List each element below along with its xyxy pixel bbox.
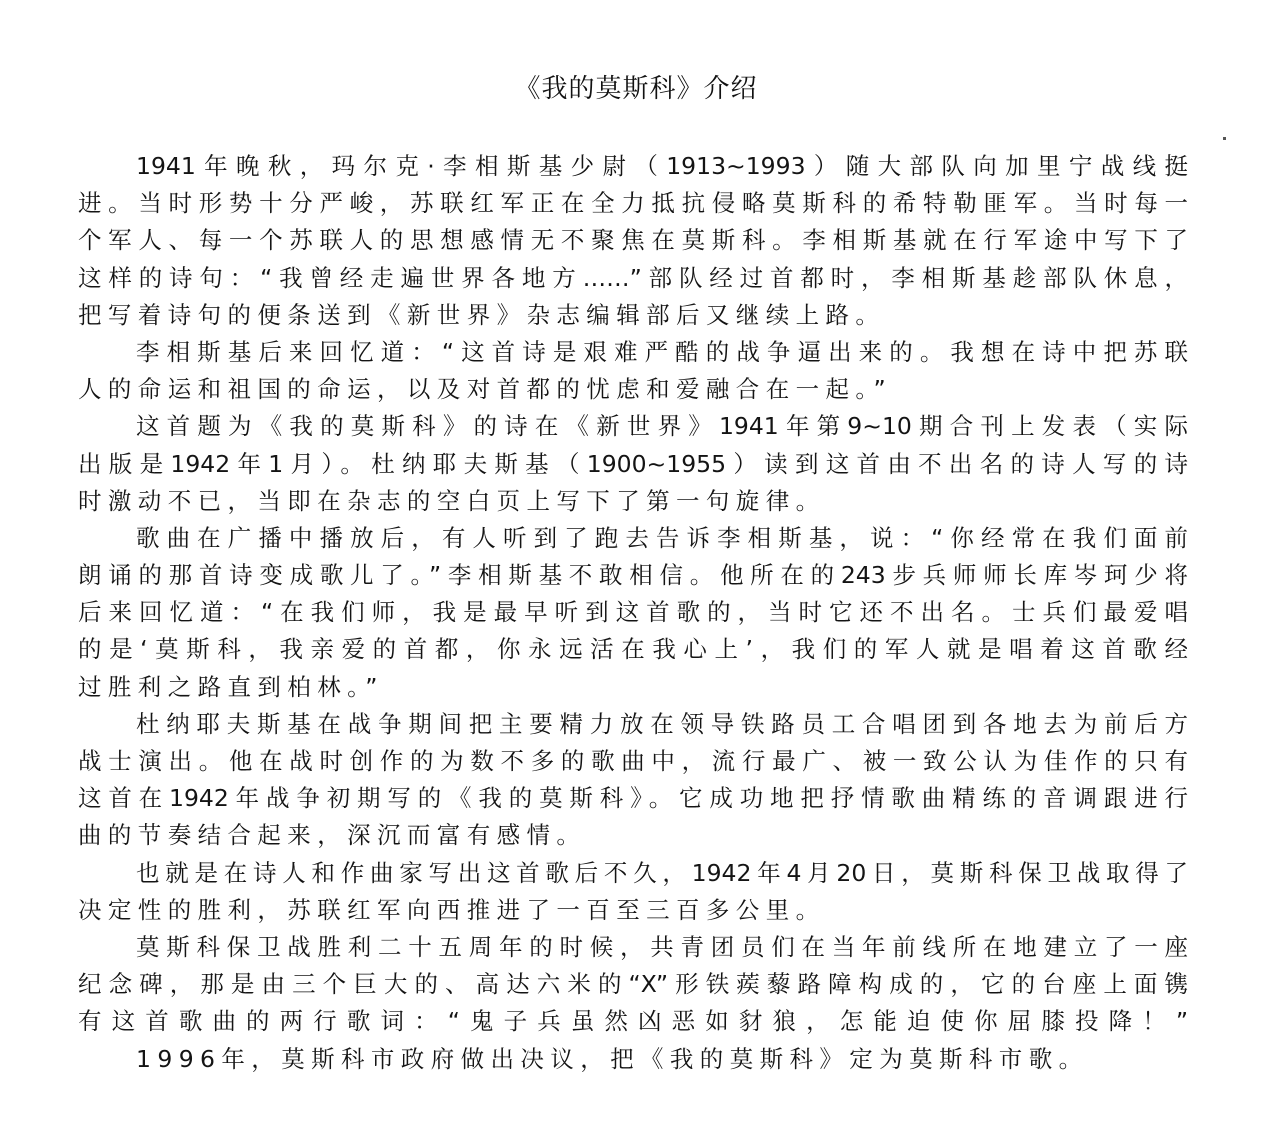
document-title: 《我的莫斯科》介绍: [514, 74, 758, 104]
text-line: 1996年，莫斯科市政府做出决议，把《我的莫斯科》定为莫斯科市歌。: [136, 1044, 1089, 1073]
text-line: 出版是1942年1月）。杜纳耶夫斯基（1900~1955）读到这首由不出名的诗人写的诗: [78, 449, 1188, 478]
text-line: 1941年晚秋，玛尔克·李相斯基少尉（1913~1993）随大部队向加里宁战线挺: [136, 152, 1188, 180]
paragraph-7: [78, 929, 1188, 1041]
text-line: 莫斯科保卫战胜利二十五周年的时候，共青团员们在当年前线所在地建立了一座: [136, 932, 1188, 961]
paragraph-8: [78, 1041, 1188, 1078]
text-line: 进。当时形势十分严峻，苏联红军正在全力抵抗侵略莫斯科的希特勒匪军。当时每一: [78, 189, 1188, 218]
text-line: 后来回忆道：“在我们师，我是最早听到这首歌的，当时它还不出名。士兵们最爱唱: [78, 598, 1188, 627]
text-line: 人的命运和祖国的命运，以及对首都的忧虑和爱融合在一起。”: [78, 375, 893, 404]
text-line: 朗诵的那首诗变成歌儿了。”李相斯基不敢相信。他所在的243步兵师师长库岑珂少将: [78, 561, 1188, 590]
text-line: 李相斯基后来回忆道：“这首诗是艰难严酷的战争逼出来的。我想在诗中把苏联: [136, 337, 1188, 366]
text-line: 有这首歌曲的两行歌词：“鬼子兵虽然凶恶如豺狼，怎能迫使你屈膝投降！”: [78, 1007, 1188, 1036]
paragraph-2: [78, 334, 1188, 408]
paragraph-1: [78, 148, 1188, 334]
text-line: 过胜利之路直到柏林。”: [78, 672, 384, 701]
text-line: 决定性的胜利，苏联红军向西推进了一百至三百多公里。: [78, 895, 826, 924]
text-line: 曲的节奏结合起来，深沉而富有感情。: [78, 821, 587, 850]
text-line: 个军人、每一个苏联人的思想感情无不聚焦在莫斯科。李相斯基就在行军途中写下了: [78, 226, 1188, 255]
text-line: 的是‘莫斯科，我亲爱的首都，你永远活在我心上’，我们的军人就是唱着这首歌经: [78, 635, 1188, 664]
text-line: 这首题为《我的莫斯科》的诗在《新世界》1941年第9~10期合刊上发表（实际: [136, 412, 1188, 441]
paragraph-4: [78, 520, 1188, 706]
text-line: 这样的诗句：“我曾经走遍世界各地方……”部队经过首都时，李相斯基趁部队休息，: [78, 263, 1188, 292]
text-line: 战士演出。他在战时创作的为数不多的歌曲中，流行最广、被一致公认为佳作的只有: [78, 747, 1188, 775]
text-line: 歌曲在广播中播放后，有人听到了跑去告诉李相斯基，说：“你经常在我们面前: [136, 523, 1188, 552]
document-body: [78, 148, 1188, 1078]
text-line: 也就是在诗人和作曲家写出这首歌后不久，1942年4月20日，莫斯科保卫战取得了: [136, 858, 1188, 887]
paragraph-6: [78, 855, 1188, 929]
paragraph-3: [78, 408, 1188, 520]
text-line: 这首在1942年战争初期写的《我的莫斯科》。它成功地把抒情歌曲精练的音调跟进行: [78, 784, 1188, 813]
text-line: 纪念碑，那是由三个巨大的、高达六米的“X”形铁蒺藜路障构成的，它的台座上面镌: [78, 970, 1188, 999]
scan-speck: [1223, 137, 1226, 140]
paragraph-5: [78, 706, 1188, 855]
text-line: 把写着诗句的便条送到《新世界》杂志编辑部后又继续上路。: [78, 300, 886, 329]
text-line: 时激动不已，当即在杂志的空白页上写下了第一句旋律。: [78, 486, 826, 515]
text-line: 杜纳耶夫斯基在战争期间把主要精力放在领导铁路员工合唱团到各地去为前后方: [136, 709, 1188, 738]
